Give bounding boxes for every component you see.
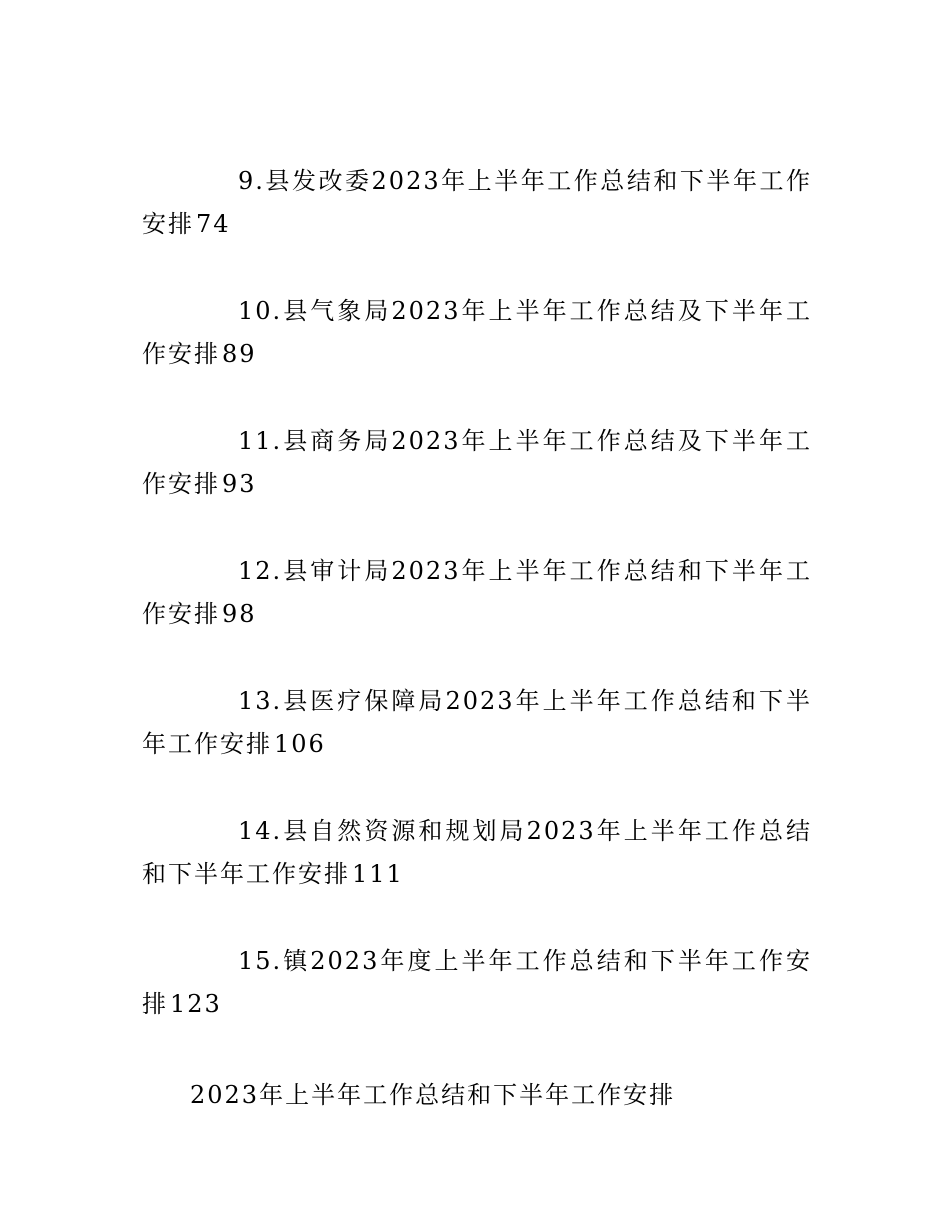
table-of-contents xyxy=(142,160,812,1070)
toc-entry[interactable] xyxy=(142,680,812,766)
toc-entry-title: 县发改委2023年上半年工作总结和下半年工作安排 xyxy=(142,167,812,238)
toc-entry[interactable] xyxy=(142,290,812,376)
toc-entry[interactable] xyxy=(142,420,812,506)
toc-entry-page: 98 xyxy=(222,600,257,628)
document-heading: 2023年上半年工作总结和下半年工作安排 xyxy=(190,1081,676,1109)
toc-entry-page: 123 xyxy=(170,990,222,1018)
toc-entry-title: 县自然资源和规划局2023年上半年工作总结和下半年工作安排 xyxy=(142,817,812,888)
toc-entry-number: 9. xyxy=(238,167,265,195)
toc-entry-title: 县气象局2023年上半年工作总结及下半年工作安排 xyxy=(142,297,812,368)
toc-entry-page: 74 xyxy=(196,210,231,238)
toc-entry-title: 县商务局2023年上半年工作总结及下半年工作安排 xyxy=(142,427,812,498)
toc-entry[interactable] xyxy=(142,810,812,896)
toc-entry-number: 12. xyxy=(238,557,283,585)
toc-entry-page: 106 xyxy=(274,730,326,758)
toc-entry-number: 11. xyxy=(238,427,283,455)
toc-entry-number: 15. xyxy=(238,947,283,975)
toc-entry-title: 镇2023年度上半年工作总结和下半年工作安排 xyxy=(142,947,812,1018)
toc-entry[interactable] xyxy=(142,160,812,246)
toc-entry-page: 89 xyxy=(222,340,257,368)
toc-entry-number: 13. xyxy=(238,687,283,715)
toc-entry-number: 14. xyxy=(238,817,283,845)
toc-entry-title: 县审计局2023年上半年工作总结和下半年工作安排 xyxy=(142,557,812,628)
toc-entry-page: 93 xyxy=(222,470,257,498)
toc-entry[interactable] xyxy=(142,550,812,636)
toc-entry[interactable] xyxy=(142,940,812,1026)
toc-entry-title: 县医疗保障局2023年上半年工作总结和下半年工作安排 xyxy=(142,687,812,758)
toc-entry-page: 111 xyxy=(352,860,404,888)
toc-entry-number: 10. xyxy=(238,297,283,325)
